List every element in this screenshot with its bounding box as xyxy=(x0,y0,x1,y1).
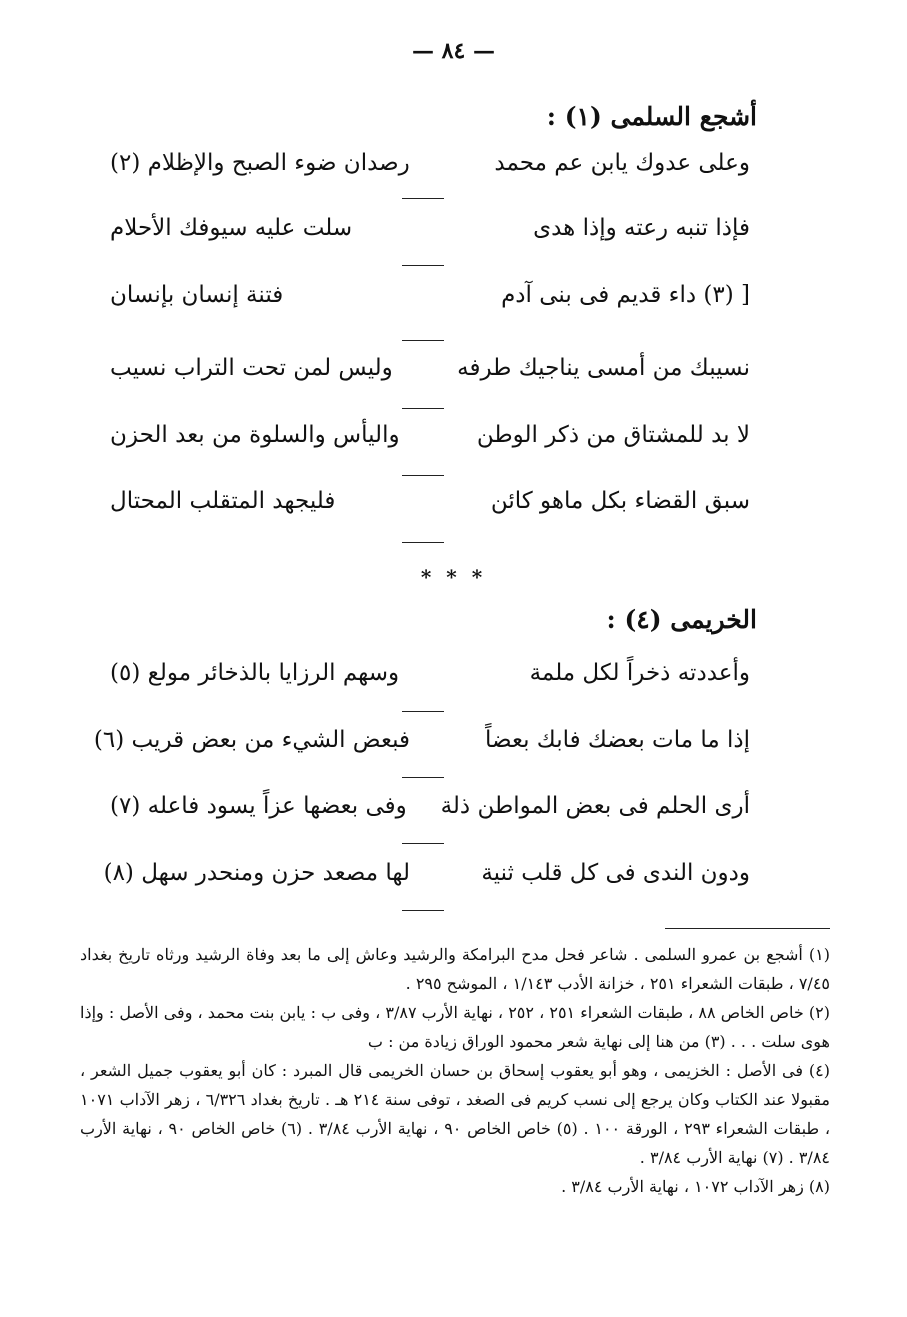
verse-separator xyxy=(402,910,444,911)
footnote: (٢) خاص الخاص ٨٨ ، طبقات الشعراء ٢٥١ ، ٢٥٢ ، نهاية الأرب ٣/٨٧ ، وفى ب : يابن بنت محمد ، وفى الأصل : وإذا هوى سلت . . . (٣) من هنا إلى نهاية شعر محمود الوراق زيادة من : ب xyxy=(80,1003,830,1051)
hemistich-second: وفى بعضها عزاً يسود فاعله (٧) xyxy=(110,793,407,819)
hemistich-second: لها مصعد حزن ومنحدر سهل (٨) xyxy=(103,860,410,886)
footnote: (٤) فى الأصل : الخزيمى ، وهو أبو يعقوب إسحاق بن حسان الخريمى قال المبرد : كان أبو يعقوب جميل الشعر ، مقبولا عند الكتاب وكان يرجع إلى نسب كريم فى الصغد ، توفى سنة ٢١٤ هـ . تاريخ بغداد ٦/٣٢٦ ، زهر الآداب ١٠٧١ ، طبقات الشعراء ٢٩٣ ، الورقة ١٠٠ . (٥) خاص الخاص ٩٠ ، نهاية الأرب ٣/٨٤ . (٦) خاص الخاص ٩٠ ، نهاية الأرب ٣/٨٤ . (٧) نهاية الأرب ٣/٨٤ . xyxy=(80,1061,831,1167)
hemistich-second: رصدان ضوء الصبح والإظلام (٢) xyxy=(110,150,410,176)
hemistich-first: فإذا تنبه رعته وإذا هدى xyxy=(533,215,750,241)
hemistich-second: وليس لمن تحت التراب نسيب xyxy=(110,355,393,381)
poet-heading-ashja: أشجع السلمى (١) : xyxy=(546,102,757,131)
verse-line xyxy=(110,215,750,259)
hemistich-first: [ (٣) داء قديم فى بنى آدم xyxy=(501,282,750,308)
hemistich-first: وعلى عدوك يابن عم محمد xyxy=(494,150,750,176)
hemistich-second: واليأس والسلوة من بعد الحزن xyxy=(110,422,400,448)
footnote-divider xyxy=(665,928,830,929)
verse-separator xyxy=(402,408,444,409)
verse-line xyxy=(110,282,750,326)
verse-line xyxy=(110,660,750,704)
verse-separator xyxy=(402,777,444,778)
verse-separator xyxy=(402,542,444,543)
hemistich-first: نسيبك من أمسى يناجيك طرفه xyxy=(457,355,750,381)
verse-line xyxy=(103,860,750,904)
verse-line xyxy=(110,150,750,194)
verse-line xyxy=(93,727,750,771)
hemistich-first: أرى الحلم فى بعض المواطن ذلة xyxy=(440,793,750,819)
verse-line xyxy=(110,422,750,466)
page-number: — ٨٤ — xyxy=(412,38,495,64)
hemistich-first: وأعددته ذخراً لكل ملمة xyxy=(529,660,750,686)
footnotes xyxy=(80,940,830,1201)
hemistich-first: ودون الندى فى كل قلب ثنية xyxy=(481,860,750,886)
hemistich-first: إذا ما مات بعضك فابك بعضاً xyxy=(485,727,750,753)
hemistich-first: سبق القضاء بكل ماهو كائن xyxy=(490,488,750,514)
verse-line xyxy=(110,793,750,837)
hemistich-second: فبعض الشيء من بعض قريب (٦) xyxy=(93,727,410,753)
footnote: (١) أشجع بن عمرو السلمى . شاعر فحل مدح البرامكة والرشيد وعاش إلى ما بعد وفاة الرشيد ورثاه تاريخ بغداد ٧/٤٥ ، طبقات الشعراء ٢٥١ ، خزانة الأدب ١/١٤٣ ، الموشح ٢٩٥ . xyxy=(80,945,831,993)
poet-heading-khuraymi: الخريمى (٤) : xyxy=(606,605,757,634)
verse-line xyxy=(110,488,750,532)
verse-separator xyxy=(402,265,444,266)
verse-separator xyxy=(402,475,444,476)
section-separator: * * * xyxy=(420,565,487,589)
hemistich-second: وسهم الرزايا بالذخائر مولع (٥) xyxy=(110,660,400,686)
verse-separator xyxy=(402,340,444,341)
hemistich-second: فليجهد المتقلب المحتال xyxy=(110,488,336,514)
verse-separator xyxy=(402,843,444,844)
hemistich-second: سلت عليه سيوفك الأحلام xyxy=(110,215,353,241)
hemistich-second: فتنة إنسان بإنسان xyxy=(110,282,284,308)
verse-separator xyxy=(402,711,444,712)
hemistich-first: لا بد للمشتاق من ذكر الوطن xyxy=(476,422,750,448)
footnote: (٨) زهر الآداب ١٠٧٢ ، نهاية الأرب ٣/٨٤ . xyxy=(561,1177,830,1196)
verse-separator xyxy=(402,198,444,199)
verse-line xyxy=(110,355,750,399)
